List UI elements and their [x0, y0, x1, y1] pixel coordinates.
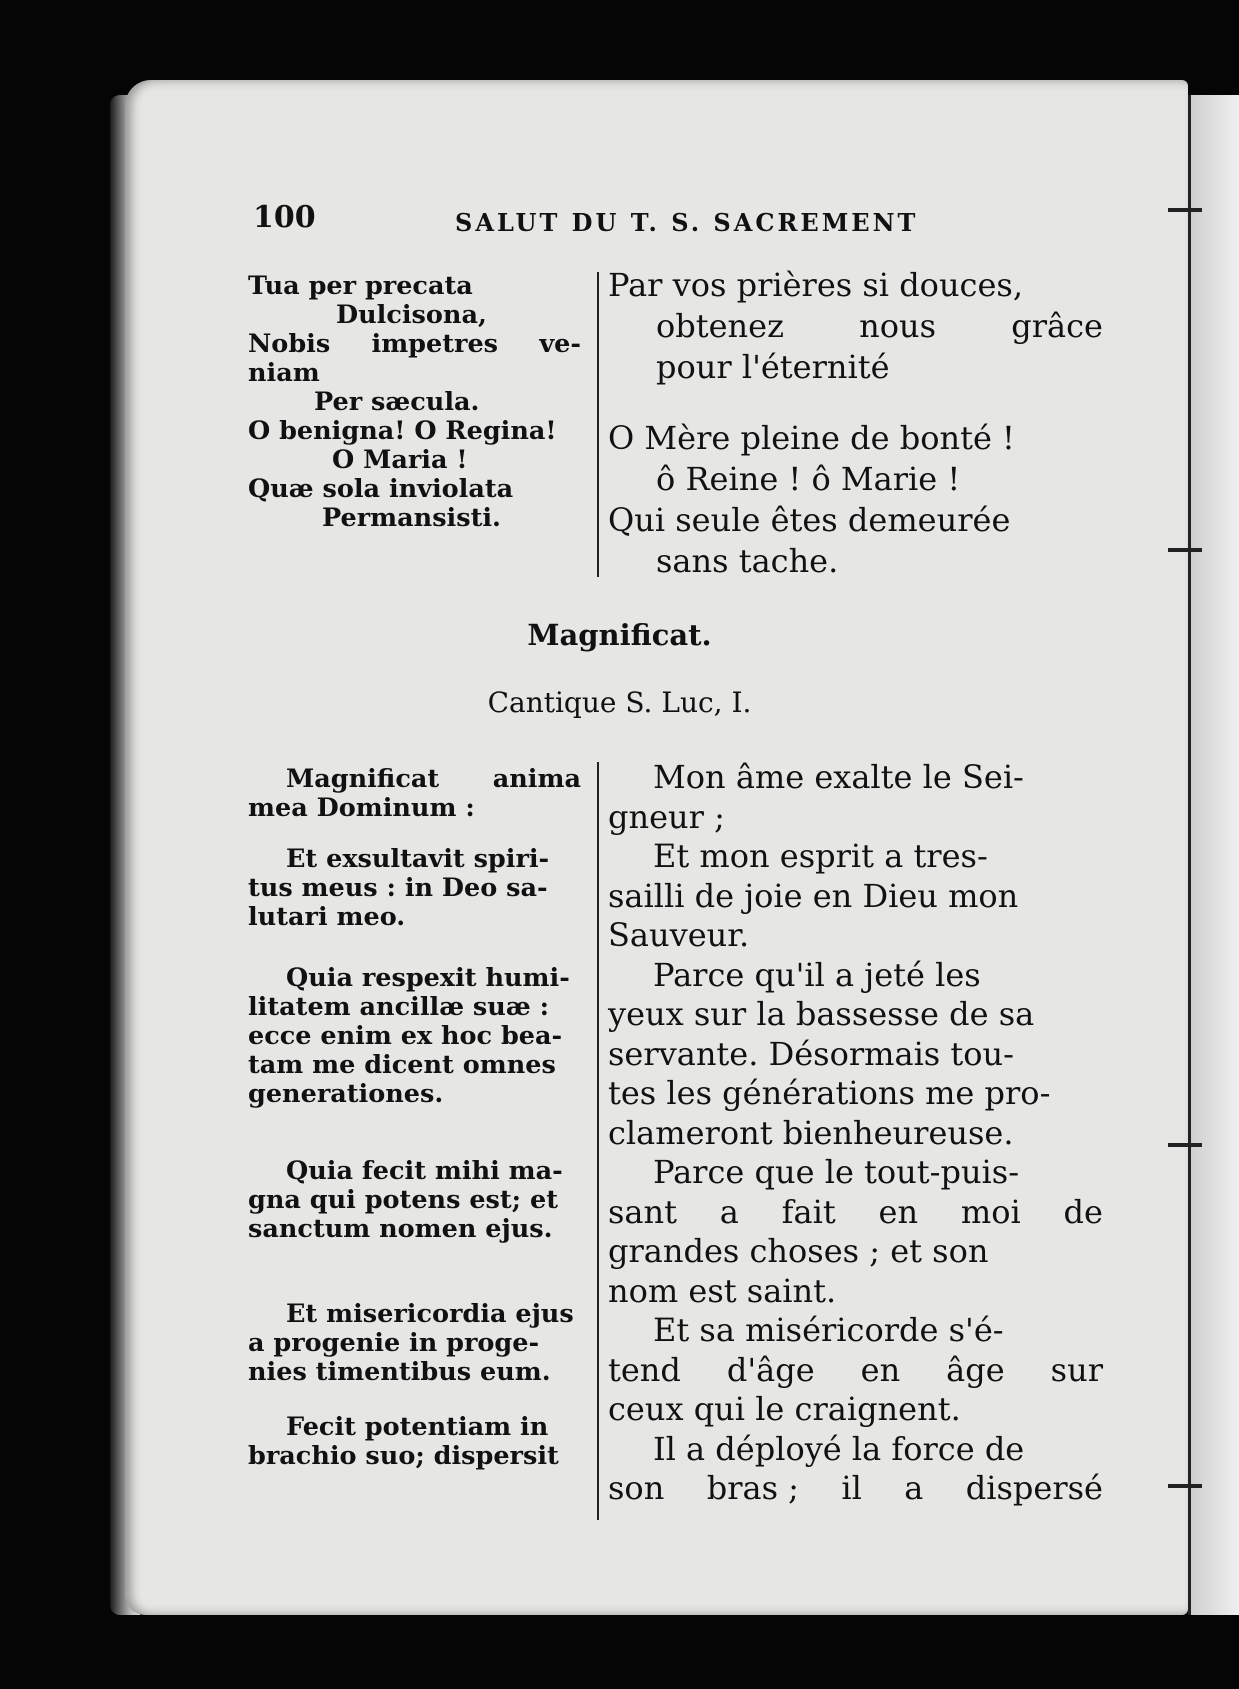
latin-line: litatem ancillæ suæ : — [248, 992, 549, 1022]
french-line: Et sa miséricorde s'é- — [653, 1311, 1004, 1349]
latin-line: tus meus : in Deo sa- — [248, 873, 548, 903]
latin-verse — [248, 845, 581, 932]
hymn-latin-column — [248, 272, 581, 533]
french-line — [608, 1351, 1103, 1391]
french-line: Par vos prières si douces, — [608, 266, 1023, 304]
french-line — [608, 1193, 1103, 1233]
french-verse — [608, 1311, 1103, 1430]
latin-line: gna qui potens est; et — [248, 1185, 558, 1215]
french-word: sant — [608, 1192, 677, 1231]
page-number: 100 — [253, 200, 316, 235]
latin-verse — [248, 765, 581, 823]
latin-line: generationes. — [248, 1079, 444, 1109]
french-line: clameront bienheureuse. — [608, 1113, 1014, 1152]
running-title: SALUT DU T. S. SACREMENT — [455, 208, 919, 237]
latin-line: niam — [248, 358, 320, 388]
column-divider — [597, 762, 599, 1520]
edge-mark — [1168, 1484, 1202, 1488]
french-line: servante. Désormais tou- — [608, 1034, 1014, 1073]
french-line: yeux sur la bassesse de sa — [608, 995, 1035, 1033]
french-line: O Mère pleine de bonté ! — [608, 419, 1015, 457]
latin-line: Quia respexit humi- — [286, 963, 570, 993]
french-word: en — [878, 1192, 919, 1231]
french-word: dispersé — [965, 1469, 1103, 1507]
latin-line: O benigna! O Regina! — [248, 416, 557, 446]
french-word: a — [719, 1192, 739, 1231]
french-line: tes les générations me pro- — [608, 1074, 1051, 1112]
latin-verse — [248, 1157, 581, 1244]
french-verse — [608, 1430, 1103, 1509]
latin-line: ecce enim ex hoc bea- — [248, 1021, 563, 1051]
french-word: de — [1063, 1192, 1103, 1231]
french-line: Mon âme exalte le Sei- — [653, 758, 1024, 796]
french-verse — [608, 956, 1103, 1154]
latin-word: ve- — [539, 329, 581, 359]
latin-line: mea Dominum : — [248, 793, 475, 823]
magnificat-latin-column — [248, 765, 581, 1471]
latin-line — [248, 330, 581, 359]
french-word: il — [841, 1469, 862, 1507]
french-word: moi — [960, 1192, 1021, 1231]
french-line: Parce qu'il a jeté les — [653, 955, 981, 994]
latin-line: Dulcisona, — [336, 300, 487, 330]
latin-line — [248, 765, 581, 794]
french-line: sailli de joie en Dieu mon — [608, 876, 1019, 915]
french-line: Il a déployé la force de — [653, 1429, 1025, 1468]
latin-line: sanctum nomen ejus. — [248, 1214, 553, 1244]
latin-line: Et exsultavit spiri- — [286, 844, 550, 874]
latin-verse — [248, 964, 581, 1109]
french-line: Sauveur. — [608, 916, 750, 954]
latin-line: Fecit potentiam in — [286, 1412, 549, 1442]
french-word: en — [860, 1350, 901, 1389]
french-line — [608, 306, 1103, 347]
latin-line: nies timentibus eum. — [248, 1357, 551, 1387]
french-word: nous — [859, 307, 937, 345]
french-line: Parce que le tout-puis- — [653, 1153, 1020, 1191]
french-verse — [608, 758, 1103, 837]
french-word: tend — [608, 1350, 681, 1389]
latin-line: lutari meo. — [248, 902, 406, 932]
latin-line: Quæ sola inviolata — [248, 474, 514, 504]
french-word: sur — [1050, 1350, 1103, 1389]
latin-word: impetres — [371, 329, 499, 359]
french-line: nom est saint. — [608, 1271, 837, 1310]
french-word: d'âge — [726, 1350, 815, 1389]
latin-word: Nobis — [248, 329, 331, 359]
edge-mark — [1168, 548, 1202, 552]
magnificat-french-column — [608, 758, 1103, 1509]
french-word: obtenez — [656, 307, 784, 345]
latin-line: Et misericordia ejus — [286, 1299, 574, 1329]
latin-line: brachio suo; dispersit — [248, 1441, 559, 1471]
french-line: gneur ; — [608, 797, 725, 836]
french-verse — [608, 837, 1103, 956]
french-line: sans tache. — [656, 542, 839, 580]
french-word: bras ; — [706, 1469, 799, 1507]
french-line: Et mon esprit a tres- — [653, 837, 988, 875]
section-subtitle: Cantique S. Luc, I. — [487, 686, 752, 719]
latin-verse — [248, 1300, 581, 1387]
latin-verse — [248, 1413, 581, 1471]
french-word: son — [608, 1469, 665, 1507]
french-line: ceux qui le craignent. — [608, 1390, 961, 1428]
latin-line: Per sæcula. — [314, 387, 480, 417]
french-word: âge — [946, 1350, 1005, 1389]
hymn-french-column — [608, 265, 1103, 582]
french-line: pour l'éternité — [656, 348, 890, 386]
french-word: grâce — [1011, 307, 1103, 345]
french-line: ô Reine ! ô Marie ! — [656, 460, 961, 498]
french-word: fait — [781, 1192, 836, 1231]
french-line: grandes choses ; et son — [608, 1232, 989, 1270]
latin-line: a progenie in proge- — [248, 1328, 540, 1358]
latin-line: O Maria ! — [332, 445, 468, 475]
french-line — [608, 1469, 1103, 1509]
french-word: a — [904, 1469, 924, 1507]
latin-line: Permansisti. — [322, 503, 501, 533]
edge-mark — [1168, 1143, 1202, 1147]
latin-line: tam me dicent omnes — [248, 1050, 556, 1080]
latin-line: Tua per precata — [248, 271, 473, 301]
latin-line: Quia fecit mihi ma- — [286, 1156, 563, 1186]
french-line: Qui seule êtes demeurée — [608, 501, 1011, 539]
latin-word: anima — [492, 764, 581, 794]
edge-mark — [1168, 208, 1202, 212]
column-divider — [597, 272, 599, 577]
french-verse — [608, 1153, 1103, 1311]
section-title: Magnificat. — [527, 618, 712, 652]
latin-word: Magnificat — [286, 764, 440, 794]
next-page-edge — [1188, 95, 1239, 1615]
